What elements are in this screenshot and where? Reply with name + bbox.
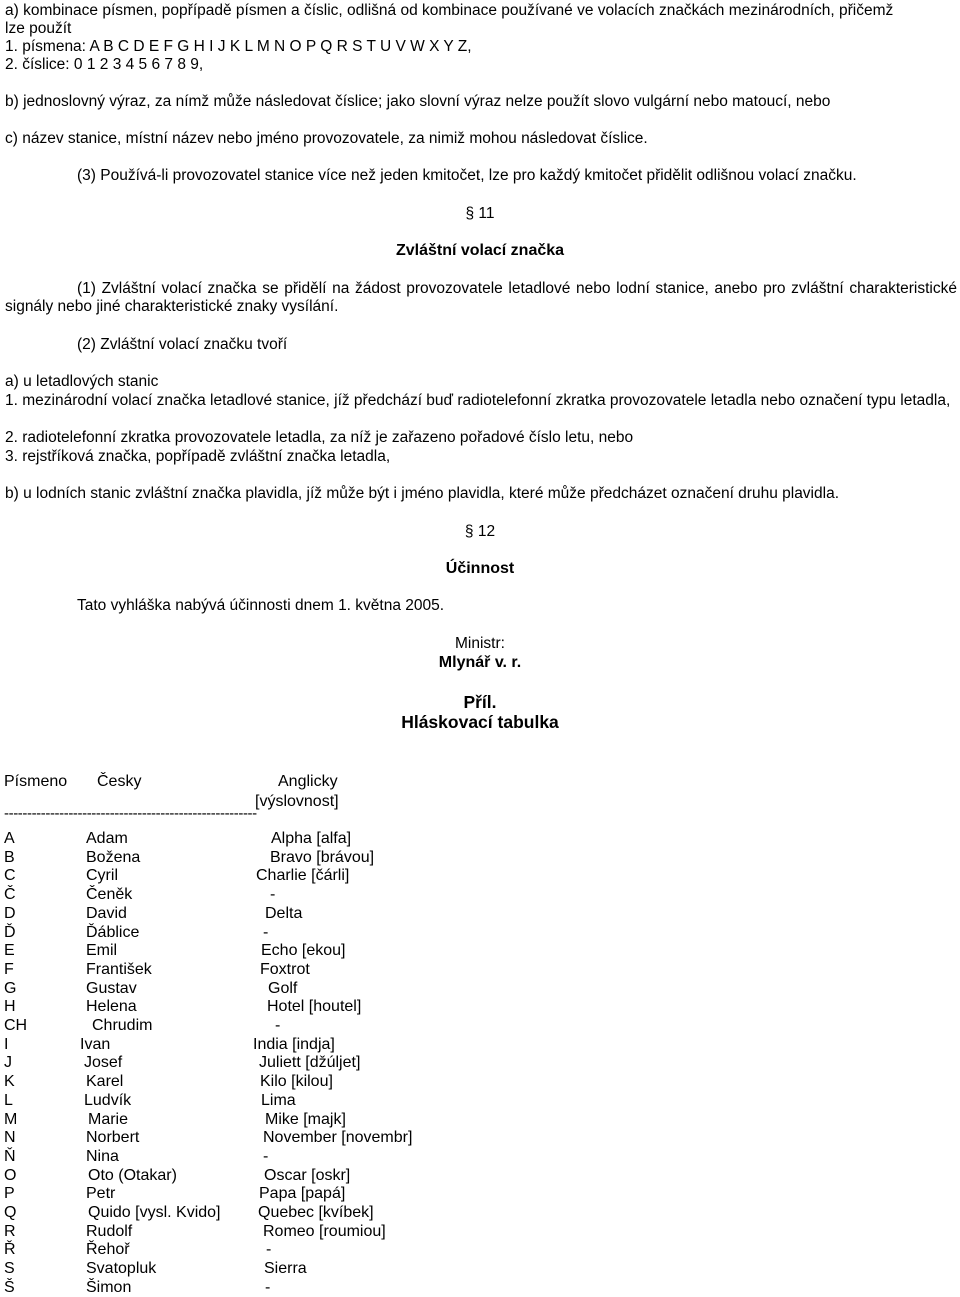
table-cell-czech: Karel	[86, 1073, 124, 1091]
table-row	[0, 941, 960, 960]
table-cell-english: -	[275, 1017, 281, 1034]
item-c-text: c) název stanice, místní název nebo jméno provozovatele, za nimiž mohou následovat číslice.	[5, 130, 648, 147]
table-row	[0, 1147, 960, 1166]
section-11-item-b: b) u lodních stanic zvláštní značka plavidla, jíž může být i jméno plavidla, které může předcházet označení druhu plavidla.	[5, 485, 839, 502]
table-cell-czech: Chrudim	[92, 1017, 153, 1034]
table-cell-english: Mike [majk]	[265, 1110, 346, 1128]
table-cell-english: Hotel [houtel]	[267, 998, 362, 1016]
table-cell-letter: P	[4, 1185, 15, 1203]
table-cell-czech: Božena	[86, 848, 141, 866]
header-pronunciation: [výslovnost]	[255, 793, 339, 810]
table-cell-czech: Gustav	[86, 979, 137, 997]
table-cell-english: Kilo [kilou]	[260, 1073, 333, 1091]
table-cell-english: Oscar [oskr]	[264, 1166, 351, 1184]
table-cell-letter: R	[4, 1222, 16, 1240]
table-cell-letter: Ň	[4, 1147, 16, 1165]
table-cell-letter: Ď	[4, 923, 16, 941]
annex-title: Hláskovací tabulka	[401, 712, 559, 732]
table-cell-czech: Marie	[88, 1110, 129, 1128]
table-cell-letter: E	[4, 942, 15, 960]
section-11-item-a-3: 3. rejstříková značka, popřípadě zvláštní značka letadla,	[5, 448, 391, 465]
table-cell-english: -	[270, 886, 276, 904]
table-cell-english: Charlie [čárli]	[256, 867, 350, 885]
table-row	[0, 1203, 960, 1222]
section-12-title: Účinnost	[445, 560, 515, 577]
table-cell-english: -	[263, 923, 269, 941]
table-cell-english: Foxtrot	[260, 960, 310, 978]
table-row	[0, 1128, 960, 1147]
table-row	[0, 848, 960, 867]
annex-label: Příl.	[463, 692, 497, 712]
table-row	[0, 1053, 960, 1072]
table-row	[0, 866, 960, 885]
table-row	[0, 923, 960, 942]
table-row	[0, 1278, 960, 1297]
table-cell-letter: Q	[4, 1204, 17, 1221]
item-a-letters: 1. písmena: A B C D E F G H I J K L M N O P Q R S T U V W X Y Z,	[5, 38, 472, 55]
table-cell-letter: M	[4, 1110, 18, 1128]
header-czech: Česky	[97, 773, 142, 790]
table-cell-english: Golf	[268, 979, 298, 997]
table-cell-czech: Čeněk	[86, 886, 133, 904]
table-row	[0, 997, 960, 1016]
table-cell-letter: A	[4, 830, 15, 847]
section-12-text: Tato vyhláška nabývá účinnosti dnem 1. května 2005.	[77, 597, 445, 614]
table-header	[0, 772, 960, 791]
item-a-digits: 2. číslice: 0 1 2 3 4 5 6 7 8 9,	[5, 56, 204, 73]
table-cell-czech: Ludvík	[84, 1091, 132, 1109]
table-cell-english: Lima	[261, 1091, 296, 1109]
table-cell-letter: L	[4, 1091, 13, 1109]
table-cell-letter: CH	[4, 1017, 28, 1034]
table-cell-czech: Oto (Otakar)	[88, 1166, 177, 1184]
table-row	[0, 829, 960, 848]
table-cell-letter: K	[4, 1073, 15, 1091]
table-cell-letter: D	[4, 904, 16, 922]
table-cell-letter: F	[4, 960, 14, 978]
section-11-item-a-head: a) u letadlových stanic	[5, 373, 159, 390]
signature-role: Ministr:	[455, 635, 505, 652]
table-row	[0, 1222, 960, 1241]
table-cell-english: Bravo [brávou]	[270, 848, 375, 866]
table-row	[0, 1091, 960, 1110]
table-cell-czech: Ďáblice	[86, 923, 140, 941]
table-cell-czech: Norbert	[86, 1129, 140, 1147]
table-cell-letter: I	[4, 1035, 9, 1053]
table-row	[0, 1072, 960, 1091]
table-cell-letter: O	[4, 1166, 17, 1184]
section-11-paragraph-1: (1) Zvláštní volací značka se přidělí na žádost provozovatele letadlové nebo lodní stanice, anebo pro zvláštní charakteristické signály nebo jiné charakteristické znaky vysílání.	[5, 280, 957, 315]
table-cell-czech: David	[86, 904, 127, 922]
table-row	[0, 1240, 960, 1259]
signature-name: Mlynář v. r.	[438, 654, 522, 671]
section-11-title: Zvláštní volací značka	[395, 242, 565, 259]
paragraph-3: (3) Používá-li provozovatel stanice více než jeden kmitočet, lze pro každý kmitočet přidělit odlišnou volací značku.	[77, 167, 857, 184]
table-cell-czech: Emil	[86, 942, 118, 960]
table-cell-english: India [indja]	[253, 1035, 335, 1053]
table-row	[0, 904, 960, 923]
table-cell-czech: Josef	[84, 1054, 123, 1072]
table-cell-letter: J	[4, 1054, 12, 1072]
table-row	[0, 1166, 960, 1185]
table-cell-english: November [novembr]	[263, 1129, 413, 1147]
table-cell-english: Delta	[265, 904, 303, 922]
table-cell-english: Juliett [džúljet]	[259, 1054, 361, 1072]
section-11-paragraph-2: (2) Zvláštní volací značku tvoří	[77, 336, 288, 353]
table-cell-czech: Šimon	[86, 1278, 132, 1296]
table-cell-czech: Petr	[86, 1185, 116, 1203]
section-11-item-a-1: 1. mezinárodní volací značka letadlové stanice, jíž předchází buď radiotelefonní zkratka provozovatele letadla nebo označení typu letadla,	[5, 392, 951, 409]
table-cell-czech: Řehoř	[86, 1241, 130, 1259]
table-cell-letter: H	[4, 998, 16, 1016]
table-row	[0, 1184, 960, 1203]
section-11-number: § 11	[465, 205, 495, 222]
table-cell-letter: S	[4, 1260, 15, 1278]
table-cell-english: Echo [ekou]	[261, 942, 346, 960]
table-cell-czech: Rudolf	[86, 1222, 133, 1240]
item-a-text-continued: lze použít	[5, 20, 72, 37]
table-cell-english: -	[263, 1147, 269, 1165]
table-cell-czech: Helena	[86, 998, 137, 1016]
table-cell-letter: G	[4, 979, 17, 997]
item-a-text: a) kombinace písmen, popřípadě písmen a číslic, odlišná od kombinace používané ve volacích značkách mezinárodních, přičemž	[5, 2, 894, 19]
header-letter: Písmeno	[4, 773, 68, 790]
table-cell-czech: Nina	[86, 1147, 119, 1165]
table-row	[0, 960, 960, 979]
table-cell-czech: Quido [vysl. Kvido]	[88, 1204, 221, 1221]
table-cell-czech: Svatopluk	[86, 1260, 157, 1278]
section-12-number: § 12	[464, 523, 496, 540]
table-cell-english: -	[266, 1241, 272, 1259]
table-cell-letter: C	[4, 867, 16, 885]
header-english: Anglicky	[278, 773, 338, 790]
table-separator: -------------------------------------------------------	[4, 805, 257, 822]
table-row	[0, 1035, 960, 1054]
table-cell-letter: Č	[4, 886, 16, 904]
table-cell-english: Alpha [alfa]	[271, 830, 352, 847]
table-cell-english: -	[265, 1278, 271, 1296]
table-cell-english: Sierra	[264, 1260, 307, 1278]
table-cell-letter: Š	[4, 1278, 15, 1296]
table-cell-letter: Ř	[4, 1241, 16, 1259]
table-row	[0, 1259, 960, 1278]
table-row	[0, 1110, 960, 1129]
table-cell-czech: Cyril	[86, 867, 118, 885]
table-cell-czech: František	[86, 960, 152, 978]
item-b-text: b) jednoslovný výraz, za nímž může následovat číslice; jako slovní výraz nelze použít slovo vulgární nebo matoucí, nebo	[5, 93, 831, 110]
table-row	[0, 979, 960, 998]
table-cell-english: Papa [papá]	[259, 1185, 346, 1203]
table-cell-english: Quebec [kvíbek]	[258, 1204, 374, 1221]
table-cell-english: Romeo [roumiou]	[263, 1222, 386, 1240]
table-cell-letter: N	[4, 1129, 16, 1147]
section-11-item-a-2: 2. radiotelefonní zkratka provozovatele letadla, za níž je zařazeno pořadové číslo letu, nebo	[5, 429, 634, 446]
table-cell-czech: Adam	[86, 830, 128, 847]
table-row	[0, 885, 960, 904]
table-cell-letter: B	[4, 848, 15, 866]
table-row	[0, 1016, 960, 1035]
table-cell-czech: Ivan	[80, 1035, 111, 1053]
